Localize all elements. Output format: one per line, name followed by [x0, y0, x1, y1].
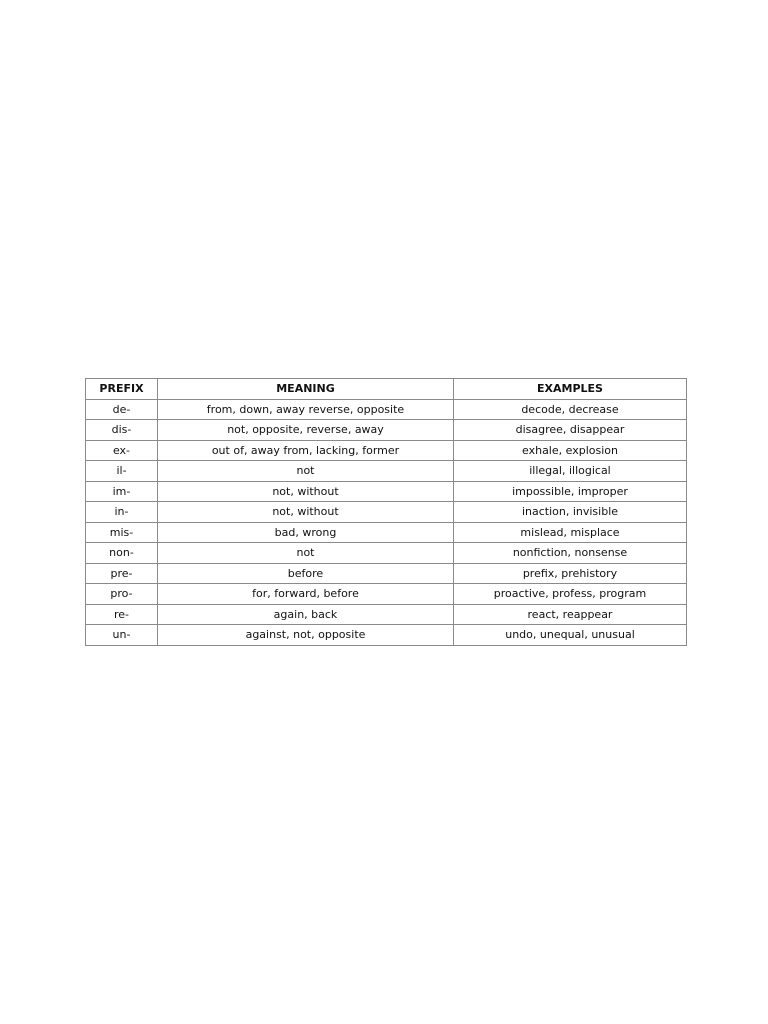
examples-cell: decode, decrease: [454, 399, 687, 420]
header-examples: EXAMPLES: [454, 379, 687, 400]
table-row: [86, 543, 687, 564]
table-row: [86, 461, 687, 482]
meaning-cell: not, without: [158, 502, 454, 523]
table-body: [86, 399, 687, 645]
examples-cell: mislead, misplace: [454, 522, 687, 543]
examples-cell: undo, unequal, unusual: [454, 625, 687, 646]
meaning-cell: again, back: [158, 604, 454, 625]
prefix-cell: ex-: [86, 440, 158, 461]
meaning-cell: against, not, opposite: [158, 625, 454, 646]
table-header: [86, 379, 687, 400]
table-row: [86, 625, 687, 646]
table-row: [86, 563, 687, 584]
meaning-cell: not, opposite, reverse, away: [158, 420, 454, 441]
meaning-cell: for, forward, before: [158, 584, 454, 605]
header-meaning: MEANING: [158, 379, 454, 400]
table-row: [86, 399, 687, 420]
table-row: [86, 604, 687, 625]
examples-cell: proactive, profess, program: [454, 584, 687, 605]
table-row: [86, 440, 687, 461]
meaning-cell: out of, away from, lacking, former: [158, 440, 454, 461]
header-row: [86, 379, 687, 400]
table-row: [86, 420, 687, 441]
examples-cell: illegal, illogical: [454, 461, 687, 482]
examples-cell: nonfiction, nonsense: [454, 543, 687, 564]
prefix-cell: un-: [86, 625, 158, 646]
table-row: [86, 502, 687, 523]
prefix-cell: in-: [86, 502, 158, 523]
examples-cell: impossible, improper: [454, 481, 687, 502]
meaning-cell: bad, wrong: [158, 522, 454, 543]
examples-cell: exhale, explosion: [454, 440, 687, 461]
table-row: [86, 522, 687, 543]
meaning-cell: from, down, away reverse, opposite: [158, 399, 454, 420]
table-row: [86, 481, 687, 502]
prefix-cell: mis-: [86, 522, 158, 543]
prefix-cell: il-: [86, 461, 158, 482]
prefix-cell: re-: [86, 604, 158, 625]
examples-cell: prefix, prehistory: [454, 563, 687, 584]
prefix-cell: pro-: [86, 584, 158, 605]
table-row: [86, 584, 687, 605]
prefix-cell: pre-: [86, 563, 158, 584]
examples-cell: inaction, invisible: [454, 502, 687, 523]
meaning-cell: not: [158, 543, 454, 564]
header-prefix: PREFIX: [86, 379, 158, 400]
examples-cell: disagree, disappear: [454, 420, 687, 441]
prefix-cell: de-: [86, 399, 158, 420]
examples-cell: react, reappear: [454, 604, 687, 625]
prefix-cell: non-: [86, 543, 158, 564]
meaning-cell: not: [158, 461, 454, 482]
meaning-cell: not, without: [158, 481, 454, 502]
prefix-cell: im-: [86, 481, 158, 502]
meaning-cell: before: [158, 563, 454, 584]
prefix-table: [85, 378, 687, 646]
prefix-cell: dis-: [86, 420, 158, 441]
